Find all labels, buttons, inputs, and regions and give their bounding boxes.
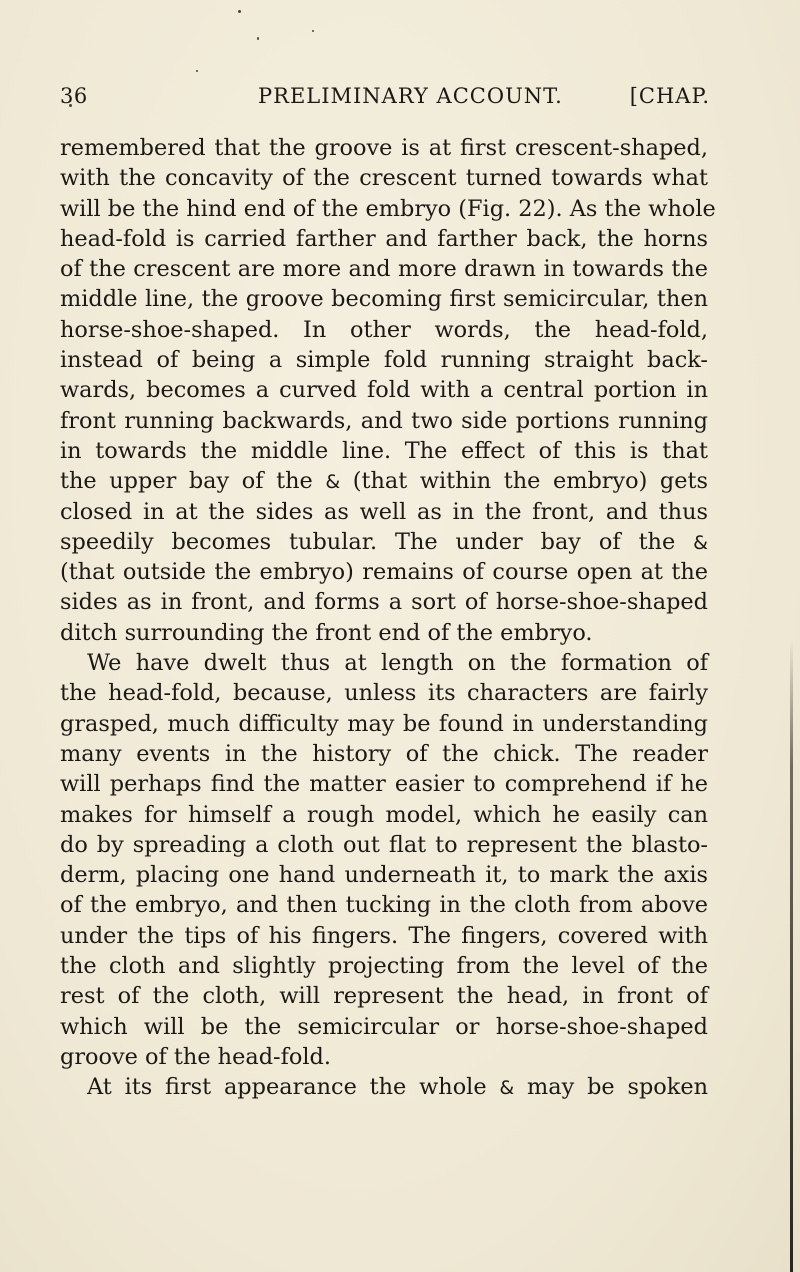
text-line: closed in at the sides as well as in the front, and thus xyxy=(60,498,708,525)
text-line xyxy=(60,466,708,496)
text-line: with the concavity of the crescent turned towards what xyxy=(60,165,708,192)
text-line: the head-fold, because, unless its characters are fairly xyxy=(60,680,708,707)
text-line: wards, becomes a curved fold with a central portion in xyxy=(60,377,708,404)
text-line: rest of the cloth, will represent the head, in front of xyxy=(60,983,708,1010)
running-head: PRELIMINARY ACCOUNT. xyxy=(258,84,563,108)
text-line xyxy=(60,527,708,557)
text-line: groove of the head-fold. xyxy=(60,1043,331,1070)
text-line-segment: At its first appearance the whole xyxy=(87,1074,500,1101)
page-edge-shadow xyxy=(790,640,793,1272)
text-line: the cloth and slightly projecting from the level of the xyxy=(60,953,708,980)
text-line: We have dwelt thus at length on the formation of xyxy=(87,650,708,677)
blastoderm-symbol: & xyxy=(325,471,341,494)
text-line xyxy=(60,1072,708,1102)
body-text xyxy=(60,133,716,1103)
text-line: head-fold is carried farther and farther back, the horns xyxy=(60,225,708,252)
text-line: will perhaps find the matter easier to comprehend if he xyxy=(60,771,708,798)
print-speck xyxy=(312,30,314,32)
text-line: instead of being a simple fold running straight back- xyxy=(60,347,708,374)
print-speck xyxy=(238,10,241,13)
text-line: front running backwards, and two side portions running xyxy=(60,407,708,434)
text-line: many events in the history of the chick. The reader xyxy=(60,740,708,767)
text-line: makes for himself a rough model, which he easily can xyxy=(60,801,708,828)
text-line: remembered that the groove is at first crescent-shaped, xyxy=(60,135,708,161)
text-line: in towards the middle line. The effect of this is that xyxy=(60,437,708,464)
text-line: grasped, much difficulty may be found in understanding xyxy=(60,710,708,737)
text-line: ditch surrounding the front end of the embryo. xyxy=(60,619,593,646)
text-line: of the embryo, and then tucking in the cloth from above xyxy=(60,892,708,919)
blastoderm-symbol: & xyxy=(499,1077,515,1100)
text-line: will be the hind end of the embryo (Fig. 22). As the whole xyxy=(60,195,716,222)
page-number: 36 xyxy=(60,84,88,108)
text-line-segment: (that within the embryo) gets xyxy=(340,468,708,495)
text-line: sides as in front, and forms a sort of horse-shoe-shaped xyxy=(60,589,708,616)
blastoderm-symbol: & xyxy=(693,531,708,554)
print-speck xyxy=(257,37,259,40)
text-line: do by spreading a cloth out flat to represent the blasto- xyxy=(60,831,708,858)
text-line: of the crescent are more and more drawn in towards the xyxy=(60,256,708,283)
text-line: horse-shoe-shaped. In other words, the head-fold, xyxy=(60,316,708,343)
chapter-marker: [CHAP. xyxy=(629,84,710,108)
text-line: under the tips of his fingers. The fingers, covered with xyxy=(60,922,708,949)
text-line: which will be the semicircular or horse-shoe-shaped xyxy=(60,1013,708,1040)
text-line: (that outside the embryo) remains of course open at the xyxy=(60,559,708,586)
page-header xyxy=(60,84,710,116)
print-speck xyxy=(196,70,198,72)
text-line: derm, placing one hand underneath it, to mark the axis xyxy=(60,862,708,889)
text-line-segment: may be spoken xyxy=(514,1074,709,1101)
text-line: middle line, the groove becoming first semicircular, then xyxy=(60,286,708,313)
text-line-segment: the upper bay of the xyxy=(60,468,326,495)
text-line-segment: speedily becomes tubular. The under bay of the xyxy=(60,528,694,555)
